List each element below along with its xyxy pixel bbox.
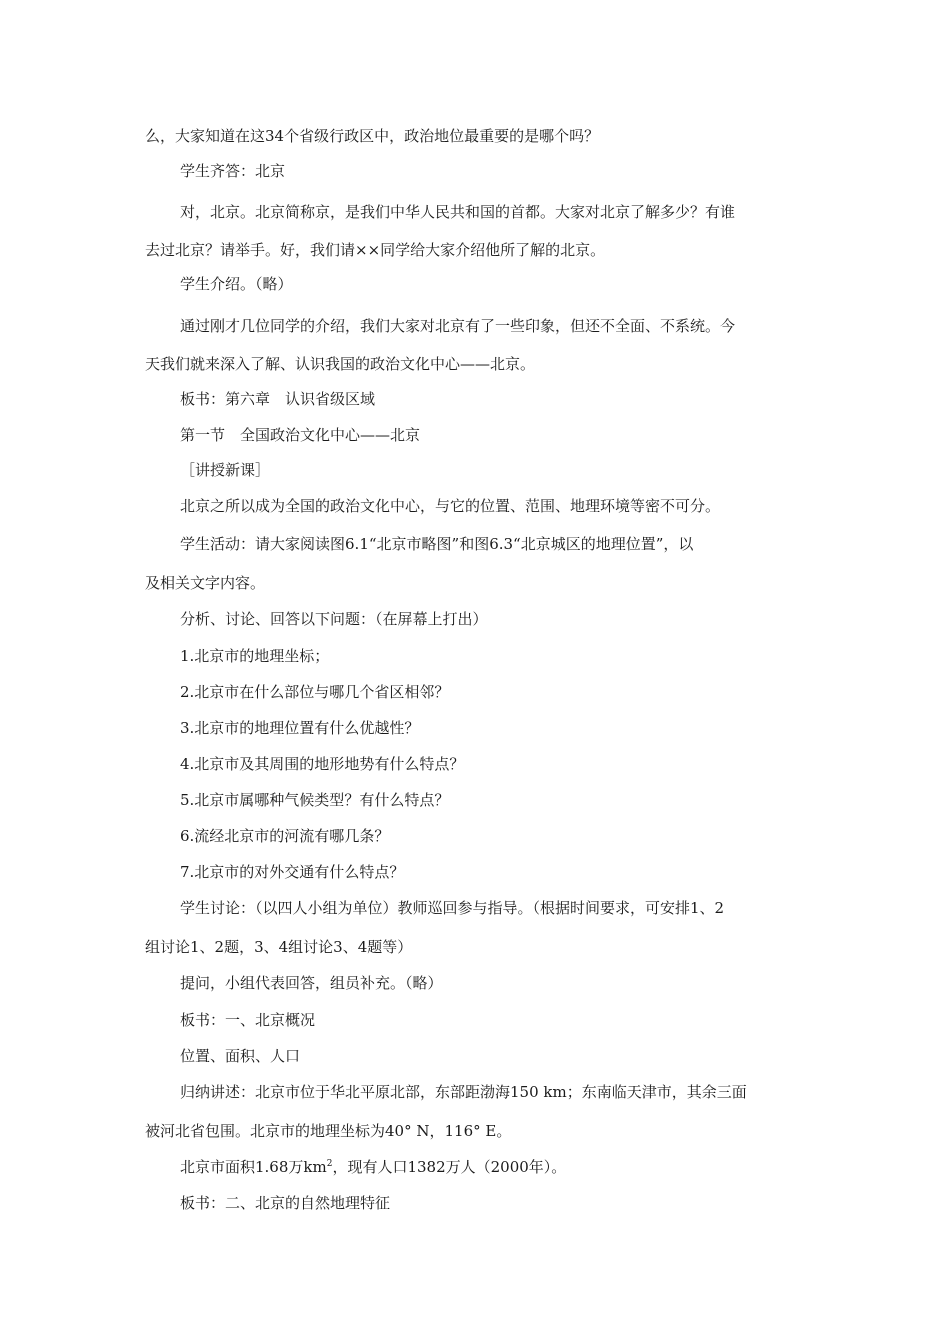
paragraph-line: 提问，小组代表回答，组员补充。（略） [180,974,443,992]
list-item: 7.北京市的对外交通有什么特点？ [180,863,405,881]
list-item: 2.北京市在什么部位与哪几个省区相邻？ [180,683,450,701]
list-item: 6.流经北京市的河流有哪几条？ [180,827,390,845]
population-text: ，现有人口1382万人（2000年）。 [332,1158,567,1176]
board-heading: 板书：一、北京概况 [180,1011,316,1029]
list-item: 1.北京市的地理坐标； [180,647,330,665]
paragraph-line: 对，北京。北京简称京，是我们中华人民共和国的首都。大家对北京了解多少？有谁 [180,203,736,221]
paragraph-line: 么，大家知道在这34个省级行政区中，政治地位最重要的是哪个吗？ [145,127,600,145]
area-text: 北京市面积1.68万km [180,1158,327,1176]
paragraph-line [180,1157,815,1177]
paragraph-line: 北京之所以成为全国的政治文化中心，与它的位置、范围、地理环境等密不可分。 [180,497,721,515]
paragraph-line: 通过刚才几位同学的介绍，我们大家对北京有了一些印象，但还不全面、不系统。今 [180,317,736,335]
paragraph-line: 学生齐答：北京 [180,162,286,180]
paragraph-line: 被河北省包围。北京市的地理坐标为40° N，116° E。 [145,1122,512,1140]
paragraph-line: 归纳讲述：北京市位于华北平原北部，东部距渤海150 km；东南临天津市，其余三面 [180,1083,747,1101]
board-heading: 板书：第六章 认识省级区域 [180,390,376,408]
paragraph-line: 天我们就来深入了解、认识我国的政治文化中心——北京。 [145,355,536,373]
section-heading: 第一节 全国政治文化中心——北京 [180,426,421,444]
paragraph-line: 及相关文字内容。 [145,574,266,592]
paragraph-line: 学生活动：请大家阅读图6.1“北京市略图”和图6.3“北京城区的地理位置”，以 [180,535,694,553]
area-superscript: 2 [326,1159,333,1169]
paragraph-line: 位置、面积、人口 [180,1047,301,1065]
paragraph-line: 组讨论1、2题，3、4组讨论3、4题等） [145,938,413,956]
paragraph-line: 学生讨论：（以四人小组为单位）教师巡回参与指导。（根据时间要求，可安排1、2 [180,899,725,917]
paragraph-line: 分析、讨论、回答以下问题：（在屏幕上打出） [180,610,488,628]
list-item: 4.北京市及其周围的地形地势有什么特点？ [180,755,465,773]
paragraph-line: 去过北京？请举手。好，我们请××同学给大家介绍他所了解的北京。 [145,241,606,259]
list-item: 3.北京市的地理位置有什么优越性？ [180,719,420,737]
paragraph-line: 学生介绍。（略） [180,275,293,293]
list-item: 5.北京市属哪种气候类型？有什么特点？ [180,791,450,809]
board-heading: 板书：二、北京的自然地理特征 [180,1194,391,1212]
lesson-heading: ［讲授新课］ [180,461,271,479]
